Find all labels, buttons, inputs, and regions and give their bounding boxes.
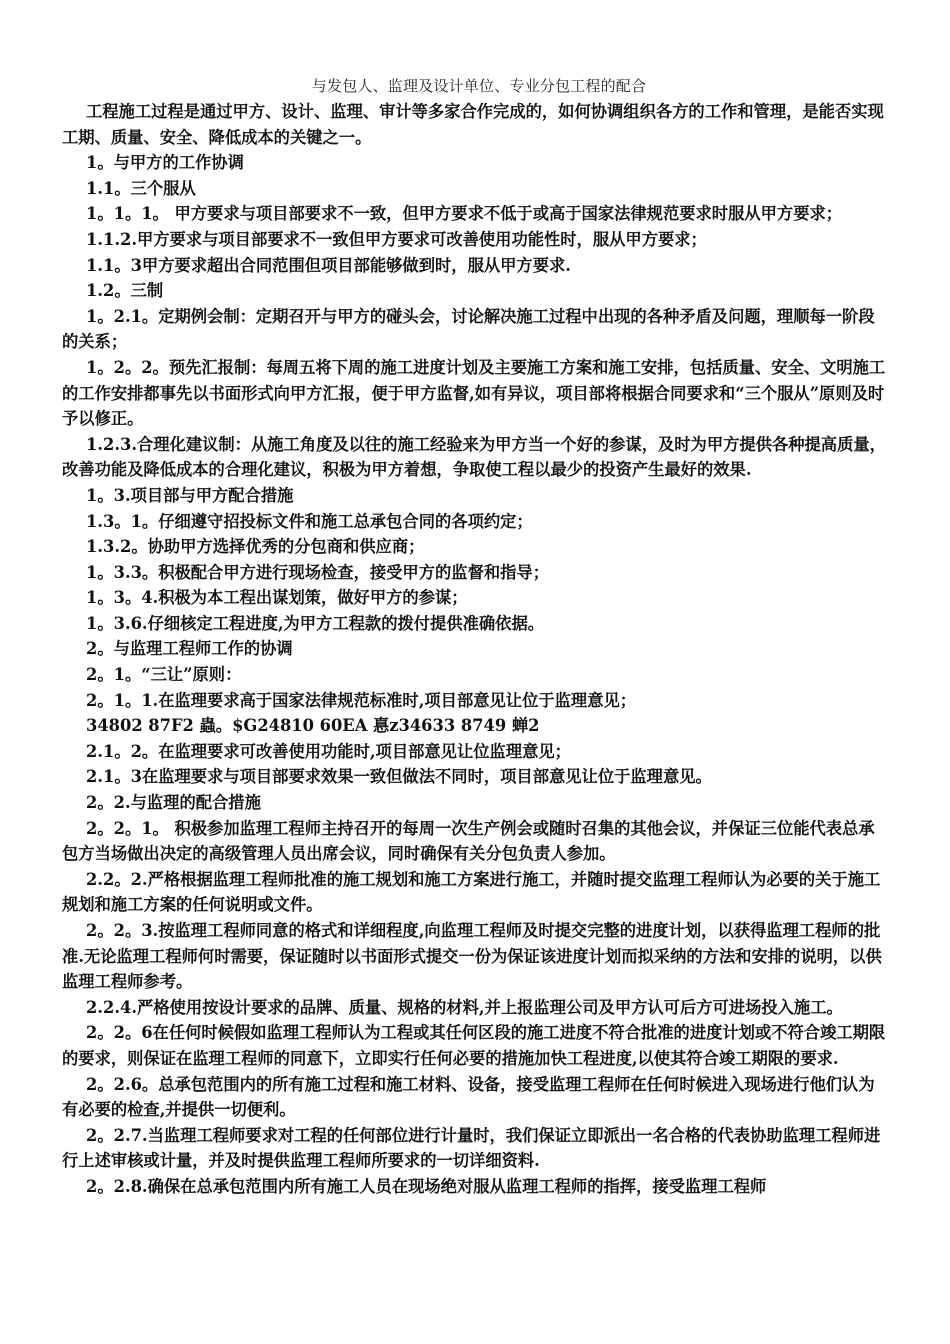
paragraph: 工程施工过程是通过甲方、设计、监理、审计等多家合作完成的，如何协调组织各方的工作和管理，是能否实现工期、质量、安全、降低成本的关键之一。 — [62, 102, 884, 147]
garbled-line: 34802 87F2 蟲。$G24810 60EA 惪z34633 8749 蝉2 — [86, 716, 540, 736]
subsection-heading: 1。3.项目部与甲方配合措施 — [86, 485, 294, 505]
subsection-heading: 2。2.与监理的配合措施 — [86, 793, 261, 813]
paragraph: 1.1。3甲方要求超出合同范围但项目部能够做到时，服从甲方要求. — [86, 255, 571, 275]
paragraph: 2.1。2。在监理要求可改善使用功能时,项目部意见让位监理意见； — [86, 741, 571, 761]
subsection-heading: 1.2。三制 — [86, 281, 164, 301]
paragraph: 1。3.3。积极配合甲方进行现场检查，接受甲方的监督和指导； — [86, 562, 549, 582]
paragraph: 1。3.6.仔细核定工程进度,为甲方工程款的拨付提供准确依据。 — [86, 613, 545, 633]
document-page — [62, 74, 888, 1200]
subsection-heading: 1.1。三个服从 — [86, 178, 196, 198]
paragraph: 2。2.8.确保在总承包范围内所有施工人员在现场绝对服从监理工程师的指挥，接受监理工程师 — [86, 1176, 767, 1196]
paragraph: 2。2.7.当监理工程师要求对工程的任何部位进行计量时，我们保证立即派出一名合格的代表协助监理工程师进行上述审核或计量，并及时提供监理工程师所要求的一切详细资料. — [62, 1125, 881, 1171]
paragraph: 2。2。1。 积极参加监理工程师主持召开的每周一次生产例会或随时召集的其他会议，并保证三位能代表总承包方当场做出决定的高级管理人员出席会议，同时确保有关分包负责人参加。 — [62, 818, 875, 864]
paragraph: 2。2。6在任何时候假如监理工程师认为工程或其任何区段的施工进度不符合批准的进度计划或不符合竣工期限的要求，则保证在监理工程师的同意下，立即实行任何必要的措施加快工程进度,以使其符合竣工期限的要求. — [62, 1023, 886, 1068]
paragraph: 1.1.2.甲方要求与项目部要求不一致但甲方要求可改善使用功能性时，服从甲方要求； — [86, 229, 707, 249]
paragraph: 2。1。1.在监理要求高于国家法律规范标准时,项目部意见让位于监理意见； — [86, 690, 637, 710]
paragraph: 1。2。2。预先汇报制：每周五将下周的施工进度计划及主要施工方案和施工安排，包括质量、安全、文明施工的工作安排都事先以书面形式向甲方汇报，便于甲方监督,如有异议，项目部将根据合同要求和“三个服从”原则及时予以修正。 — [62, 357, 886, 429]
paragraph: 2.2.4.严格使用按设计要求的品牌、质量、规格的材料,并上报监理公司及甲方认可后方可进场投入施工。 — [86, 997, 843, 1017]
section-heading: 2。与监理工程师工作的协调 — [86, 639, 293, 659]
subsection-heading: 2。1。“三让”原则： — [86, 665, 242, 685]
paragraph: 1.2.3.合理化建议制：从施工角度及以往的施工经验来为甲方当一个好的参谋，及时为甲方提供各种提高质量，改善功能及降低成本的合理化建议，积极为甲方着想，争取使工程以最少的投资产生最好的效果. — [62, 434, 886, 480]
paragraph: 2.1。3在监理要求与项目部要求效果一致但做法不同时，项目部意见让位于监理意见。 — [86, 767, 712, 787]
paragraph: 1.3。1。仔细遵守招投标文件和施工总承包合同的各项约定； — [86, 511, 533, 531]
paragraph: 2。2.6。总承包范围内的所有施工过程和施工材料、设备，接受监理工程师在任何时候进入现场进行他们认为有必要的检查,并提供一切便利。 — [62, 1074, 875, 1120]
paragraph: 1。1。1。 甲方要求与项目部要求不一致，但甲方要求不低于或高于国家法律规范要求时服从甲方要求； — [86, 204, 843, 224]
paragraph: 1.3.2。协助甲方选择优秀的分包商和供应商； — [86, 537, 425, 557]
document-body — [62, 99, 888, 1200]
paragraph: 1。3。4.积极为本工程出谋划策，做好甲方的参谋； — [86, 588, 468, 608]
section-heading: 1。与甲方的工作协调 — [86, 153, 244, 173]
paragraph: 2。2。3.按监理工程师同意的格式和详细程度,向监理工程师及时提交完整的进度计划，以获得监理工程师的批准.无论监理工程师何时需要，保证随时以书面形式提交一份为保证该进度计划而拟采纳的方法和安排的说明，以供监理工程师参考。 — [62, 921, 882, 992]
paragraph: 2.2。2.严格根据监理工程师批准的施工规划和施工方案进行施工，并随时提交监理工程师认为必要的关于施工规划和施工方案的任何说明或文件。 — [62, 869, 881, 915]
document-title: 与发包人、监理及设计单位、专业分包工程的配合 — [311, 77, 647, 95]
paragraph: 1。2.1。定期例会制：定期召开与甲方的碰头会，讨论解决施工过程中出现的各种矛盾及问题，理顺每一阶段的关系； — [62, 306, 875, 352]
